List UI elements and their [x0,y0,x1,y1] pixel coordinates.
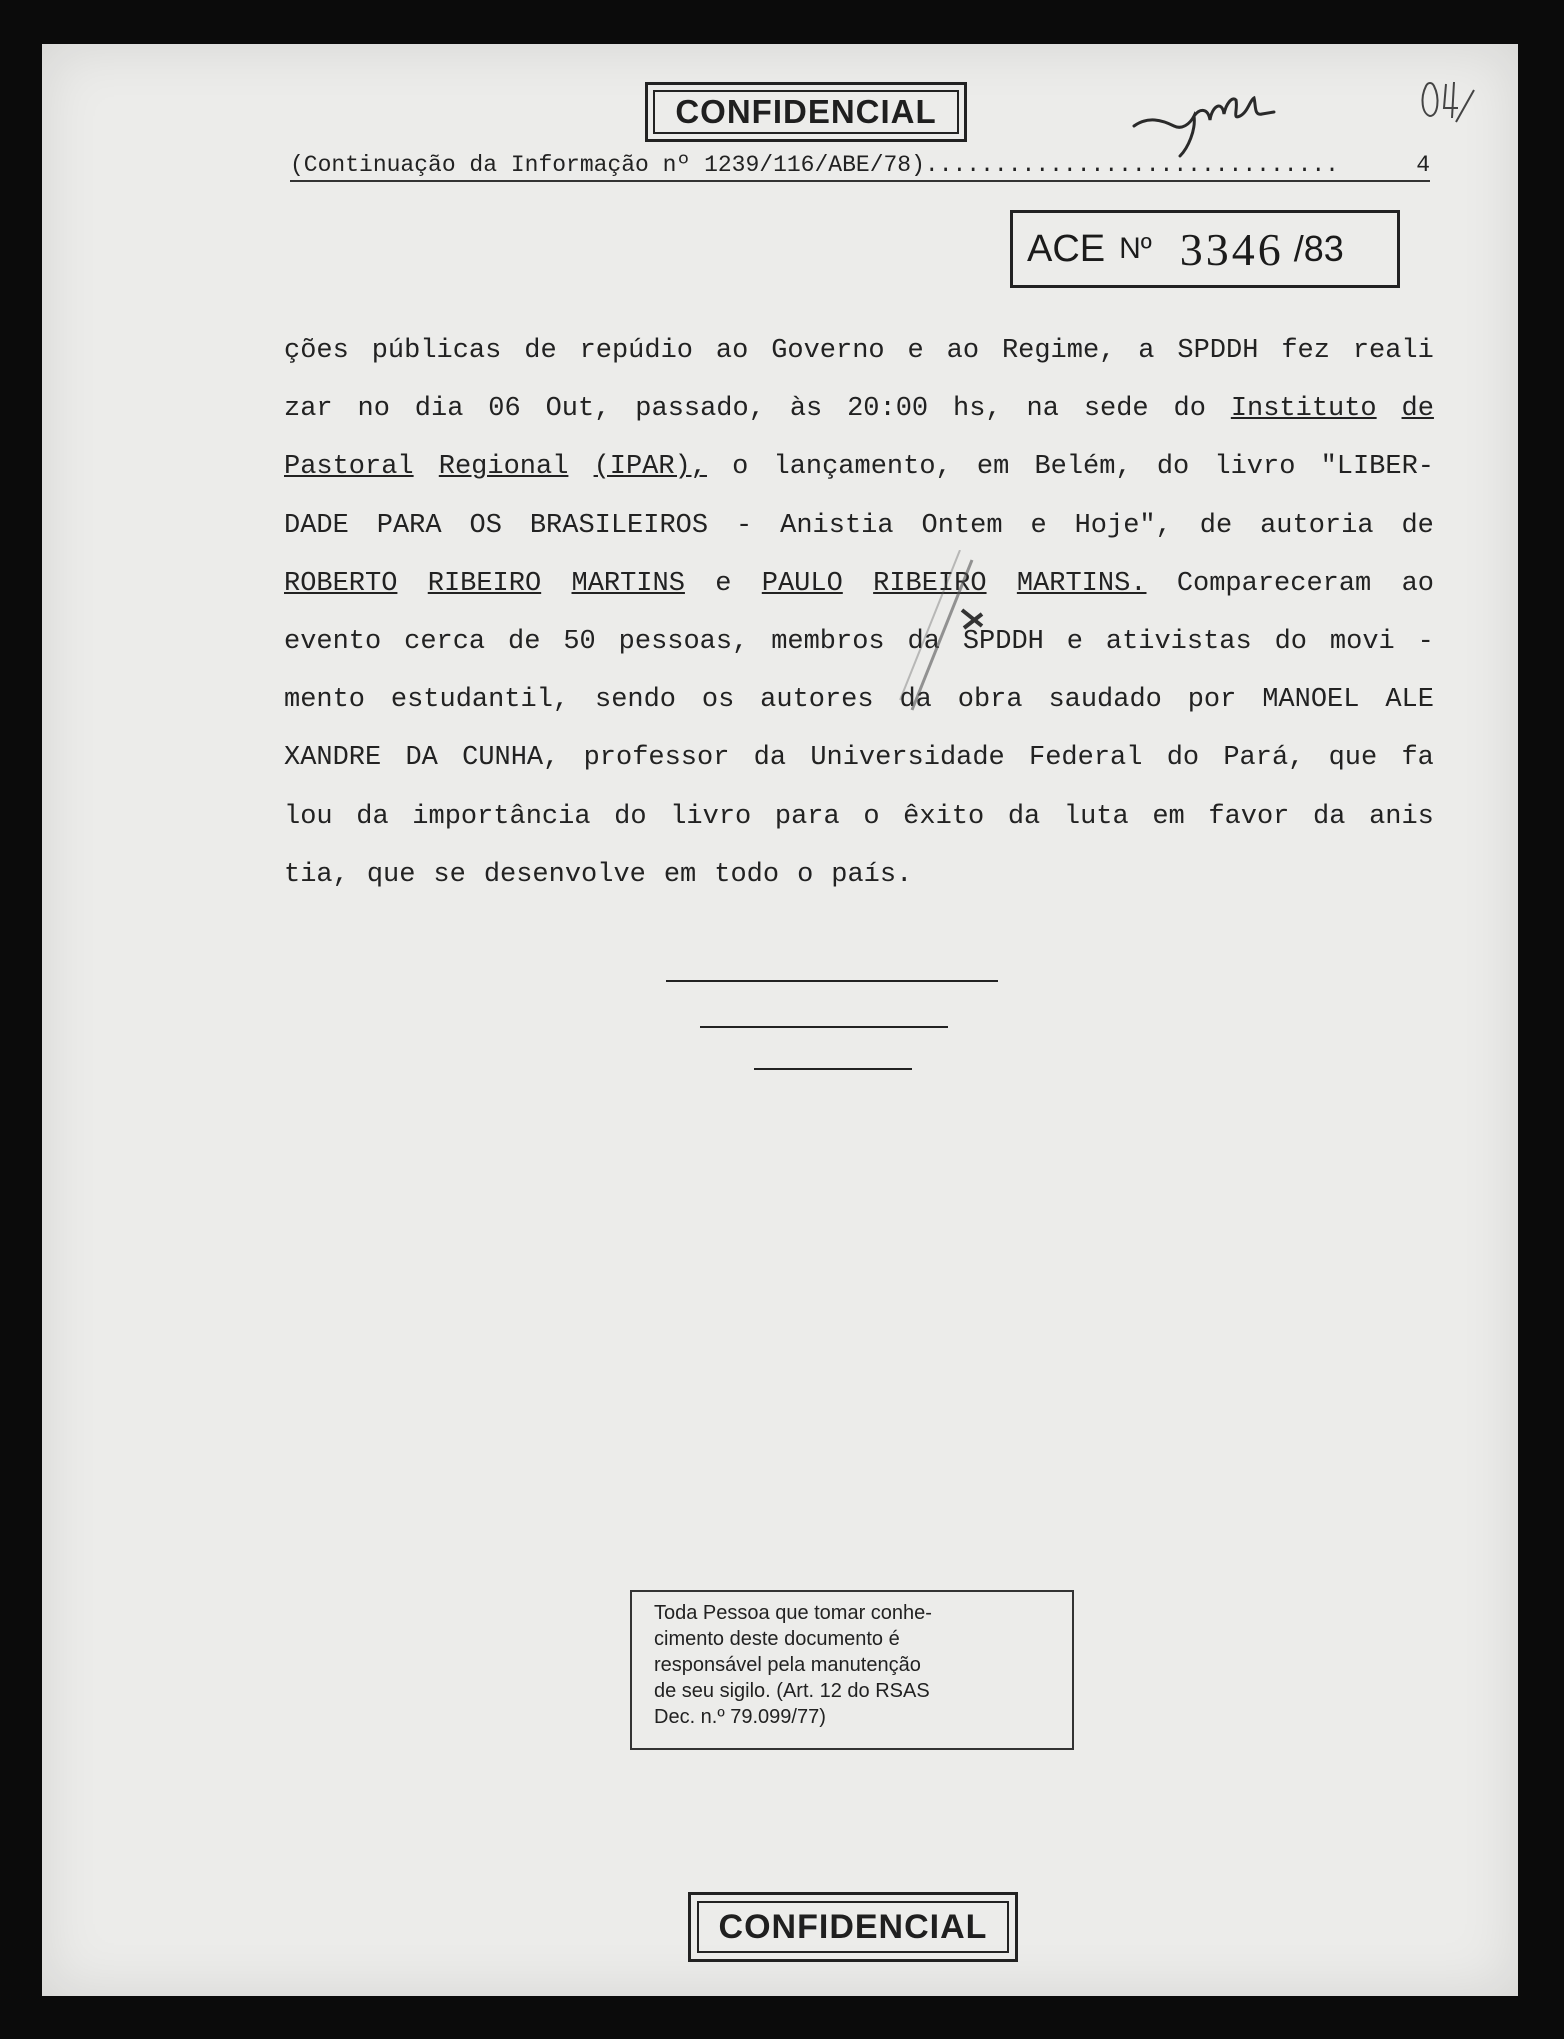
body-word: membros [771,626,885,657]
body-word: MANOEL [1262,685,1360,716]
body-word: na [1026,394,1059,425]
body-word: cerca [404,626,486,657]
body-word: que [1328,743,1378,774]
body-word: SPDDH [962,626,1044,657]
body-word: 20:00 [847,394,929,425]
body-word: obra [957,685,1023,716]
body-line [284,788,1434,846]
body-word: RIBEIRO [873,568,987,599]
body-word: Belém, [1034,452,1132,483]
body-paragraph [284,322,1434,904]
body-word: estudantil, [390,685,570,716]
body-word: ao [1401,568,1434,599]
body-word: Hoje", [1074,510,1172,541]
body-word: livro [670,801,752,832]
closing-rule-1 [666,980,998,982]
handwritten-signature [1128,86,1328,158]
body-word: fa [1401,743,1434,774]
body-word: anis [1369,801,1434,832]
body-word: reali [1352,336,1434,366]
body-word: Anistia [780,510,894,541]
ace-number-box [1010,210,1400,288]
body-line [284,438,1434,496]
body-word: ao [715,336,749,366]
body-word: Pará, [1223,743,1305,774]
closing-rule-3 [754,1068,912,1070]
body-word: PARA [376,510,442,541]
body-word: todo [714,859,780,890]
body-word: pessoas, [618,626,749,657]
body-word: Ontem [921,510,1003,541]
body-line [284,322,1434,380]
notice-line: Toda Pessoa que tomar conhe- [654,1602,932,1624]
body-word: e [715,568,732,599]
body-word: autoria [1260,510,1374,541]
body-word: Compareceram [1176,568,1372,599]
ace-no-label: Nº [1119,232,1152,265]
body-word: hs, [953,394,1002,425]
body-word: em [663,859,697,890]
body-word: de [1199,510,1233,541]
body-word: tia, [284,859,349,890]
continuation-header [290,152,1430,182]
body-word: de [508,626,541,657]
body-word: de [1401,510,1434,541]
body-word: do [1173,394,1206,425]
body-word: e [907,336,924,366]
body-line [284,613,1434,671]
header-text: (Continuação da Informação nº 1239/116/ABE/78).............................. [290,152,1339,178]
body-word: livro [1214,452,1296,483]
body-word: CUNHA, [462,743,560,774]
body-word: Pastoral [284,452,414,483]
body-word: país. [831,859,913,890]
body-line [284,380,1434,438]
body-word: do [614,801,647,832]
body-word: ALE [1385,685,1434,716]
body-word: fez [1281,336,1330,366]
body-word: ao [946,336,980,366]
body-line [284,671,1434,729]
body-word: movi [1329,626,1395,657]
body-word: Out, [545,394,611,425]
body-word: públicas [371,336,502,366]
body-word: BRASILEIROS [529,510,709,541]
body-word: para [774,801,840,832]
body-word: ROBERTO [284,568,398,599]
body-word: zar [284,394,333,425]
body-word: ções [284,336,349,366]
body-word: passado, [635,394,765,425]
body-word: sendo [595,685,677,716]
header-page-number: 4 [1416,152,1430,178]
body-word: favor [1208,801,1290,832]
body-word: importância [412,801,591,832]
body-word: SPDDH [1177,336,1259,366]
body-word: 50 [563,626,596,657]
body-word: desenvolve [483,859,646,890]
body-word: por [1187,685,1237,716]
body-word: o [863,801,880,832]
body-word: "LIBER- [1320,452,1434,483]
secrecy-notice-box [630,1590,1074,1750]
body-word: em [1152,801,1185,832]
body-word: de [1401,394,1434,425]
body-word: lou [284,801,333,832]
body-word: da [753,743,787,774]
body-word: DADE [284,510,349,541]
body-word: ativistas [1105,626,1252,657]
body-word: DA [405,743,438,774]
confidential-stamp-top: CONFIDENCIAL [645,82,967,142]
body-word: Instituto [1230,394,1377,425]
body-word: que [366,859,416,890]
body-word: Universidade [810,743,1005,774]
confidential-stamp-bottom: CONFIDENCIAL [688,1892,1018,1962]
body-word: do [1166,743,1200,774]
body-word: MARTINS. [1016,568,1147,599]
body-line [284,729,1434,787]
body-word: RIBEIRO [427,568,542,599]
body-line [284,846,1434,904]
body-word: e [1066,626,1083,657]
body-word: saudado [1048,685,1162,716]
body-word: luta [1063,801,1129,832]
body-word: XANDRE [284,743,382,774]
body-word: no [357,394,390,425]
page-number-handwritten [1418,76,1478,136]
body-word: o [797,859,814,890]
body-word: da [1313,801,1346,832]
closing-rule-2 [700,1026,948,1028]
body-word: e [1030,510,1047,541]
body-word: da [907,626,940,657]
body-word: da [1007,801,1041,832]
notice-line: cimento deste documento é [654,1628,900,1650]
body-word: Regional [438,452,569,483]
body-word: dia [414,394,464,425]
body-word: MARTINS [571,568,685,599]
body-word: mento [284,685,366,716]
body-line [284,555,1434,613]
body-word: 06 [488,394,521,425]
body-word: em [976,452,1010,483]
body-word: - [736,510,753,541]
notice-line: Dec. n.º 79.099/77) [654,1706,826,1728]
body-line [284,497,1434,555]
body-word: às [789,394,823,425]
body-word: PAULO [761,568,843,599]
body-word: - [1417,626,1434,657]
body-word: Regime, [1001,336,1116,366]
body-word: Federal [1029,743,1143,774]
ace-label: ACE [1027,227,1106,270]
body-word: lançamento, [773,452,952,483]
body-word: da [356,801,389,832]
body-word: se [433,859,466,890]
body-word: de [524,336,557,366]
ace-number: 3346 [1179,223,1284,275]
body-word: êxito [903,801,985,832]
notice-line: responsável pela manutenção [654,1654,921,1676]
body-word: professor [583,743,730,774]
notice-line: de seu sigilo. (Art. 12 do RSAS [654,1680,930,1702]
body-word: sede [1083,394,1149,425]
body-word: evento [284,626,382,657]
body-word: Governo [771,336,885,366]
body-word: OS [469,510,502,541]
body-word: os [701,685,735,716]
body-word: da [899,685,932,716]
ace-year: /83 [1293,228,1344,269]
body-word: autores [760,685,874,716]
rotated-stamp-mark [872,550,992,720]
body-word: o [732,452,749,483]
body-word: (IPAR), [593,452,707,483]
body-word: repúdio [579,336,693,366]
body-word: do [1156,452,1190,483]
body-word: a [1138,336,1155,366]
body-word: do [1274,626,1308,657]
